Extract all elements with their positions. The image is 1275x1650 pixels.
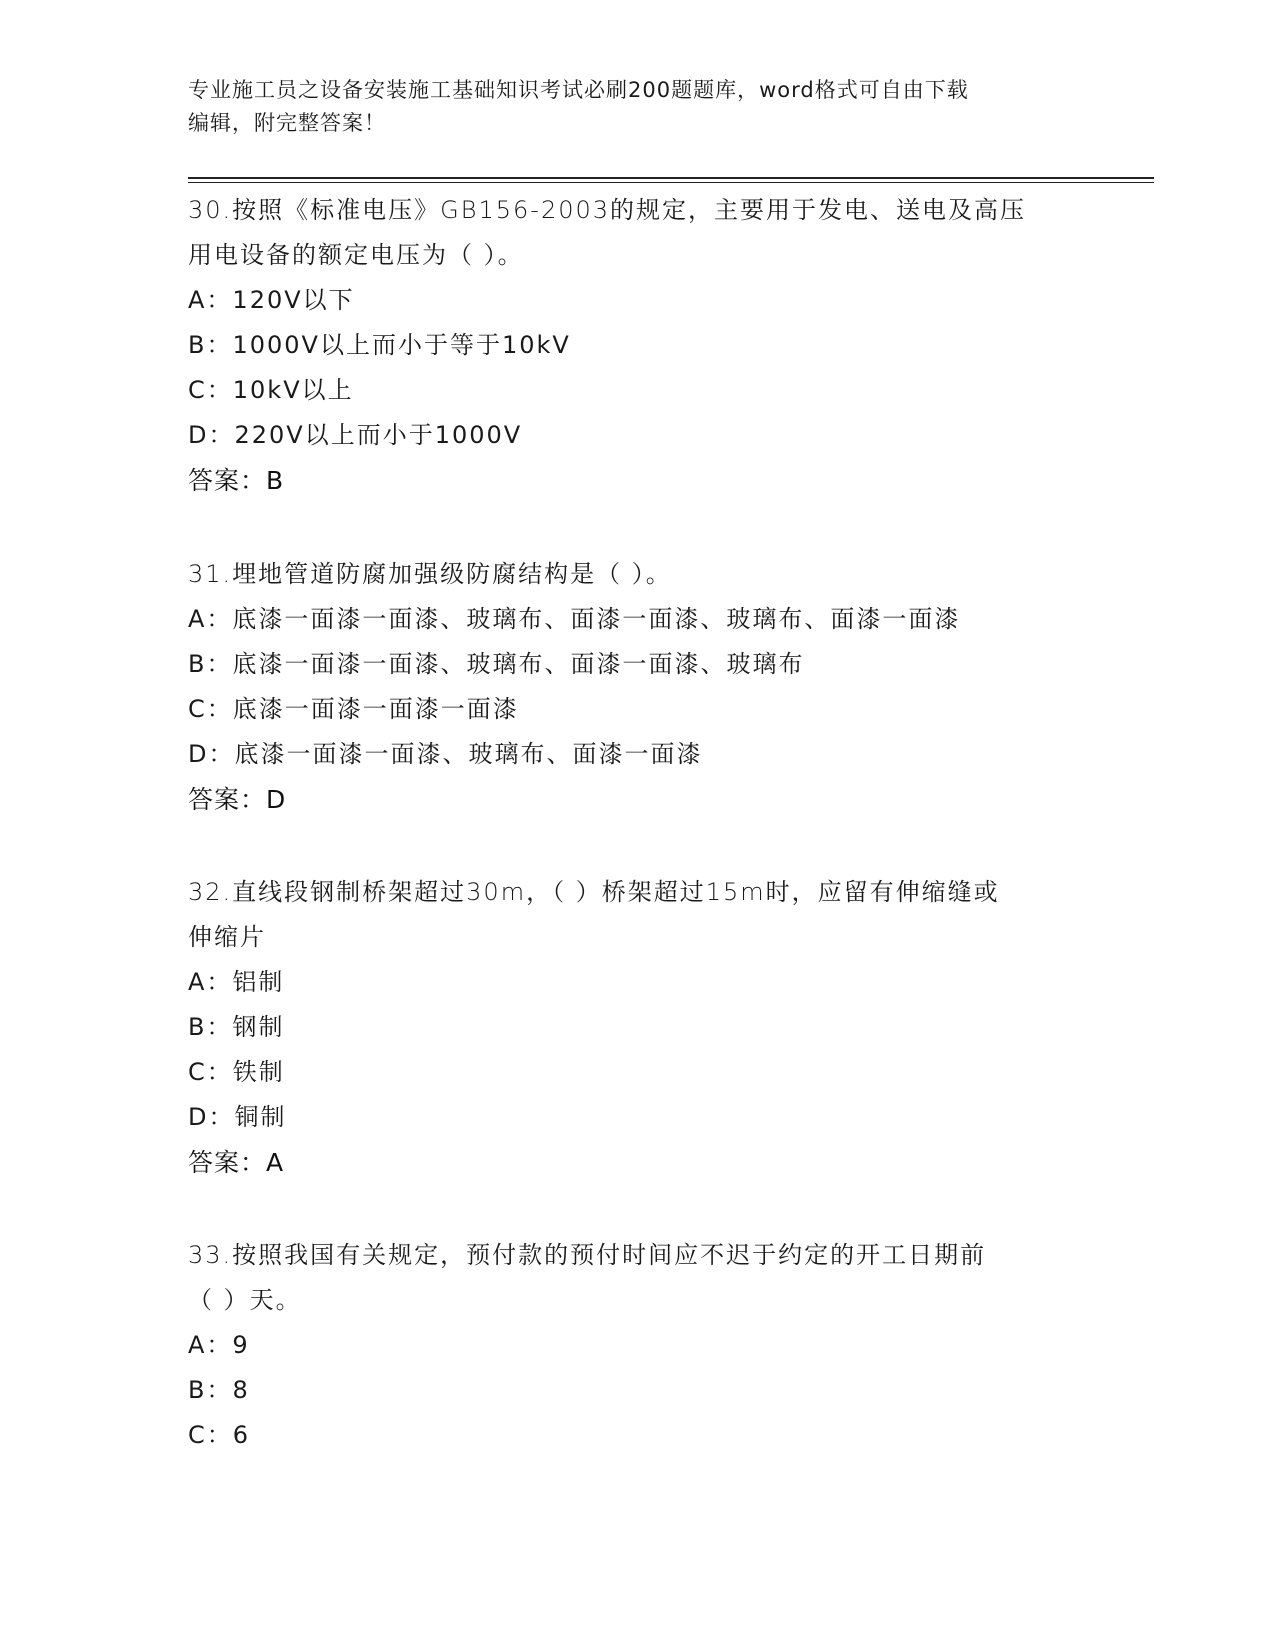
question-text-line-2: 伸缩片: [188, 923, 266, 951]
question-32: [188, 870, 1088, 1185]
option-a: [188, 278, 1088, 323]
option-text: 底漆一面漆一面漆、玻璃布、面漆一面漆、玻璃布: [232, 650, 805, 678]
answer: 答案：A: [188, 1148, 285, 1177]
option-text: 220V以上而小于1000V: [234, 421, 523, 449]
option-a: [188, 597, 1088, 642]
header-line-2: 编辑，附完整答案！: [188, 111, 386, 135]
option-b: [188, 1368, 1088, 1413]
option-key: B：: [188, 331, 233, 359]
option-c: [188, 687, 1088, 732]
option-text: 10kV以上: [232, 376, 354, 404]
option-text: 120V以下: [232, 286, 355, 314]
option-key: C：: [188, 1421, 233, 1449]
option-key: B：: [188, 1376, 233, 1404]
question-text-line-1: 33.按照我国有关规定，预付款的预付时间应不迟于约定的开工日期前: [188, 1241, 987, 1269]
option-b: [188, 323, 1088, 368]
option-c: [188, 1413, 1088, 1458]
option-key: D：: [188, 740, 235, 768]
question-text-line-2: 用电设备的额定电压为（ ）。: [188, 241, 524, 269]
option-text: 底漆一面漆一面漆、玻璃布、面漆一面漆: [234, 740, 703, 768]
question-text-line-2: （ ）天。: [188, 1286, 302, 1314]
question-text-line-1: 31.埋地管道防腐加强级防腐结构是（ ）。: [188, 560, 672, 588]
option-a: [188, 1323, 1088, 1368]
option-text: 钢制: [232, 1013, 285, 1041]
option-text: 铜制: [234, 1103, 287, 1131]
option-key: D：: [188, 421, 235, 449]
option-key: A：: [188, 1331, 233, 1359]
option-text: 6: [232, 1421, 251, 1449]
option-a: [188, 960, 1088, 1005]
question-text-line-1: 32.直线段钢制桥架超过30m，（ ）桥架超过15m时，应留有伸缩缝或: [188, 878, 1000, 906]
option-key: A：: [188, 968, 233, 996]
option-text: 底漆一面漆一面漆、玻璃布、面漆一面漆、玻璃布、面漆一面漆: [232, 605, 961, 633]
header-divider-thin: [188, 182, 1154, 183]
option-text: 底漆一面漆一面漆一面漆: [232, 695, 519, 723]
option-b: [188, 642, 1088, 687]
header-divider-thick: [188, 177, 1154, 179]
question-33: [188, 1233, 1088, 1458]
option-key: A：: [188, 605, 233, 633]
option-key: C：: [188, 1058, 233, 1086]
option-key: C：: [188, 695, 233, 723]
document-header: [188, 74, 1068, 140]
header-line-1: 专业施工员之设备安装施工基础知识考试必刷200题题库，word格式可自由下载: [188, 78, 969, 102]
option-text: 8: [232, 1376, 250, 1404]
option-d: [188, 1095, 1088, 1140]
answer: 答案：D: [188, 785, 287, 814]
answer: 答案：B: [188, 466, 285, 495]
question-text-line-1: 30.按照《标准电压》GB156-2003的规定，主要用于发电、送电及高压: [188, 196, 1027, 224]
option-d: [188, 413, 1088, 458]
option-text: 1000V以上而小于等于10kV: [232, 331, 571, 359]
option-key: A：: [188, 286, 233, 314]
option-key: B：: [188, 650, 233, 678]
option-b: [188, 1005, 1088, 1050]
option-text: 铁制: [232, 1058, 285, 1086]
question-31: [188, 552, 1088, 822]
option-text: 9: [232, 1331, 250, 1359]
option-key: D：: [188, 1103, 235, 1131]
option-c: [188, 368, 1088, 413]
option-text: 铝制: [232, 968, 285, 996]
question-30: [188, 188, 1088, 503]
option-key: C：: [188, 376, 233, 404]
option-key: B：: [188, 1013, 233, 1041]
option-d: [188, 732, 1088, 777]
option-c: [188, 1050, 1088, 1095]
